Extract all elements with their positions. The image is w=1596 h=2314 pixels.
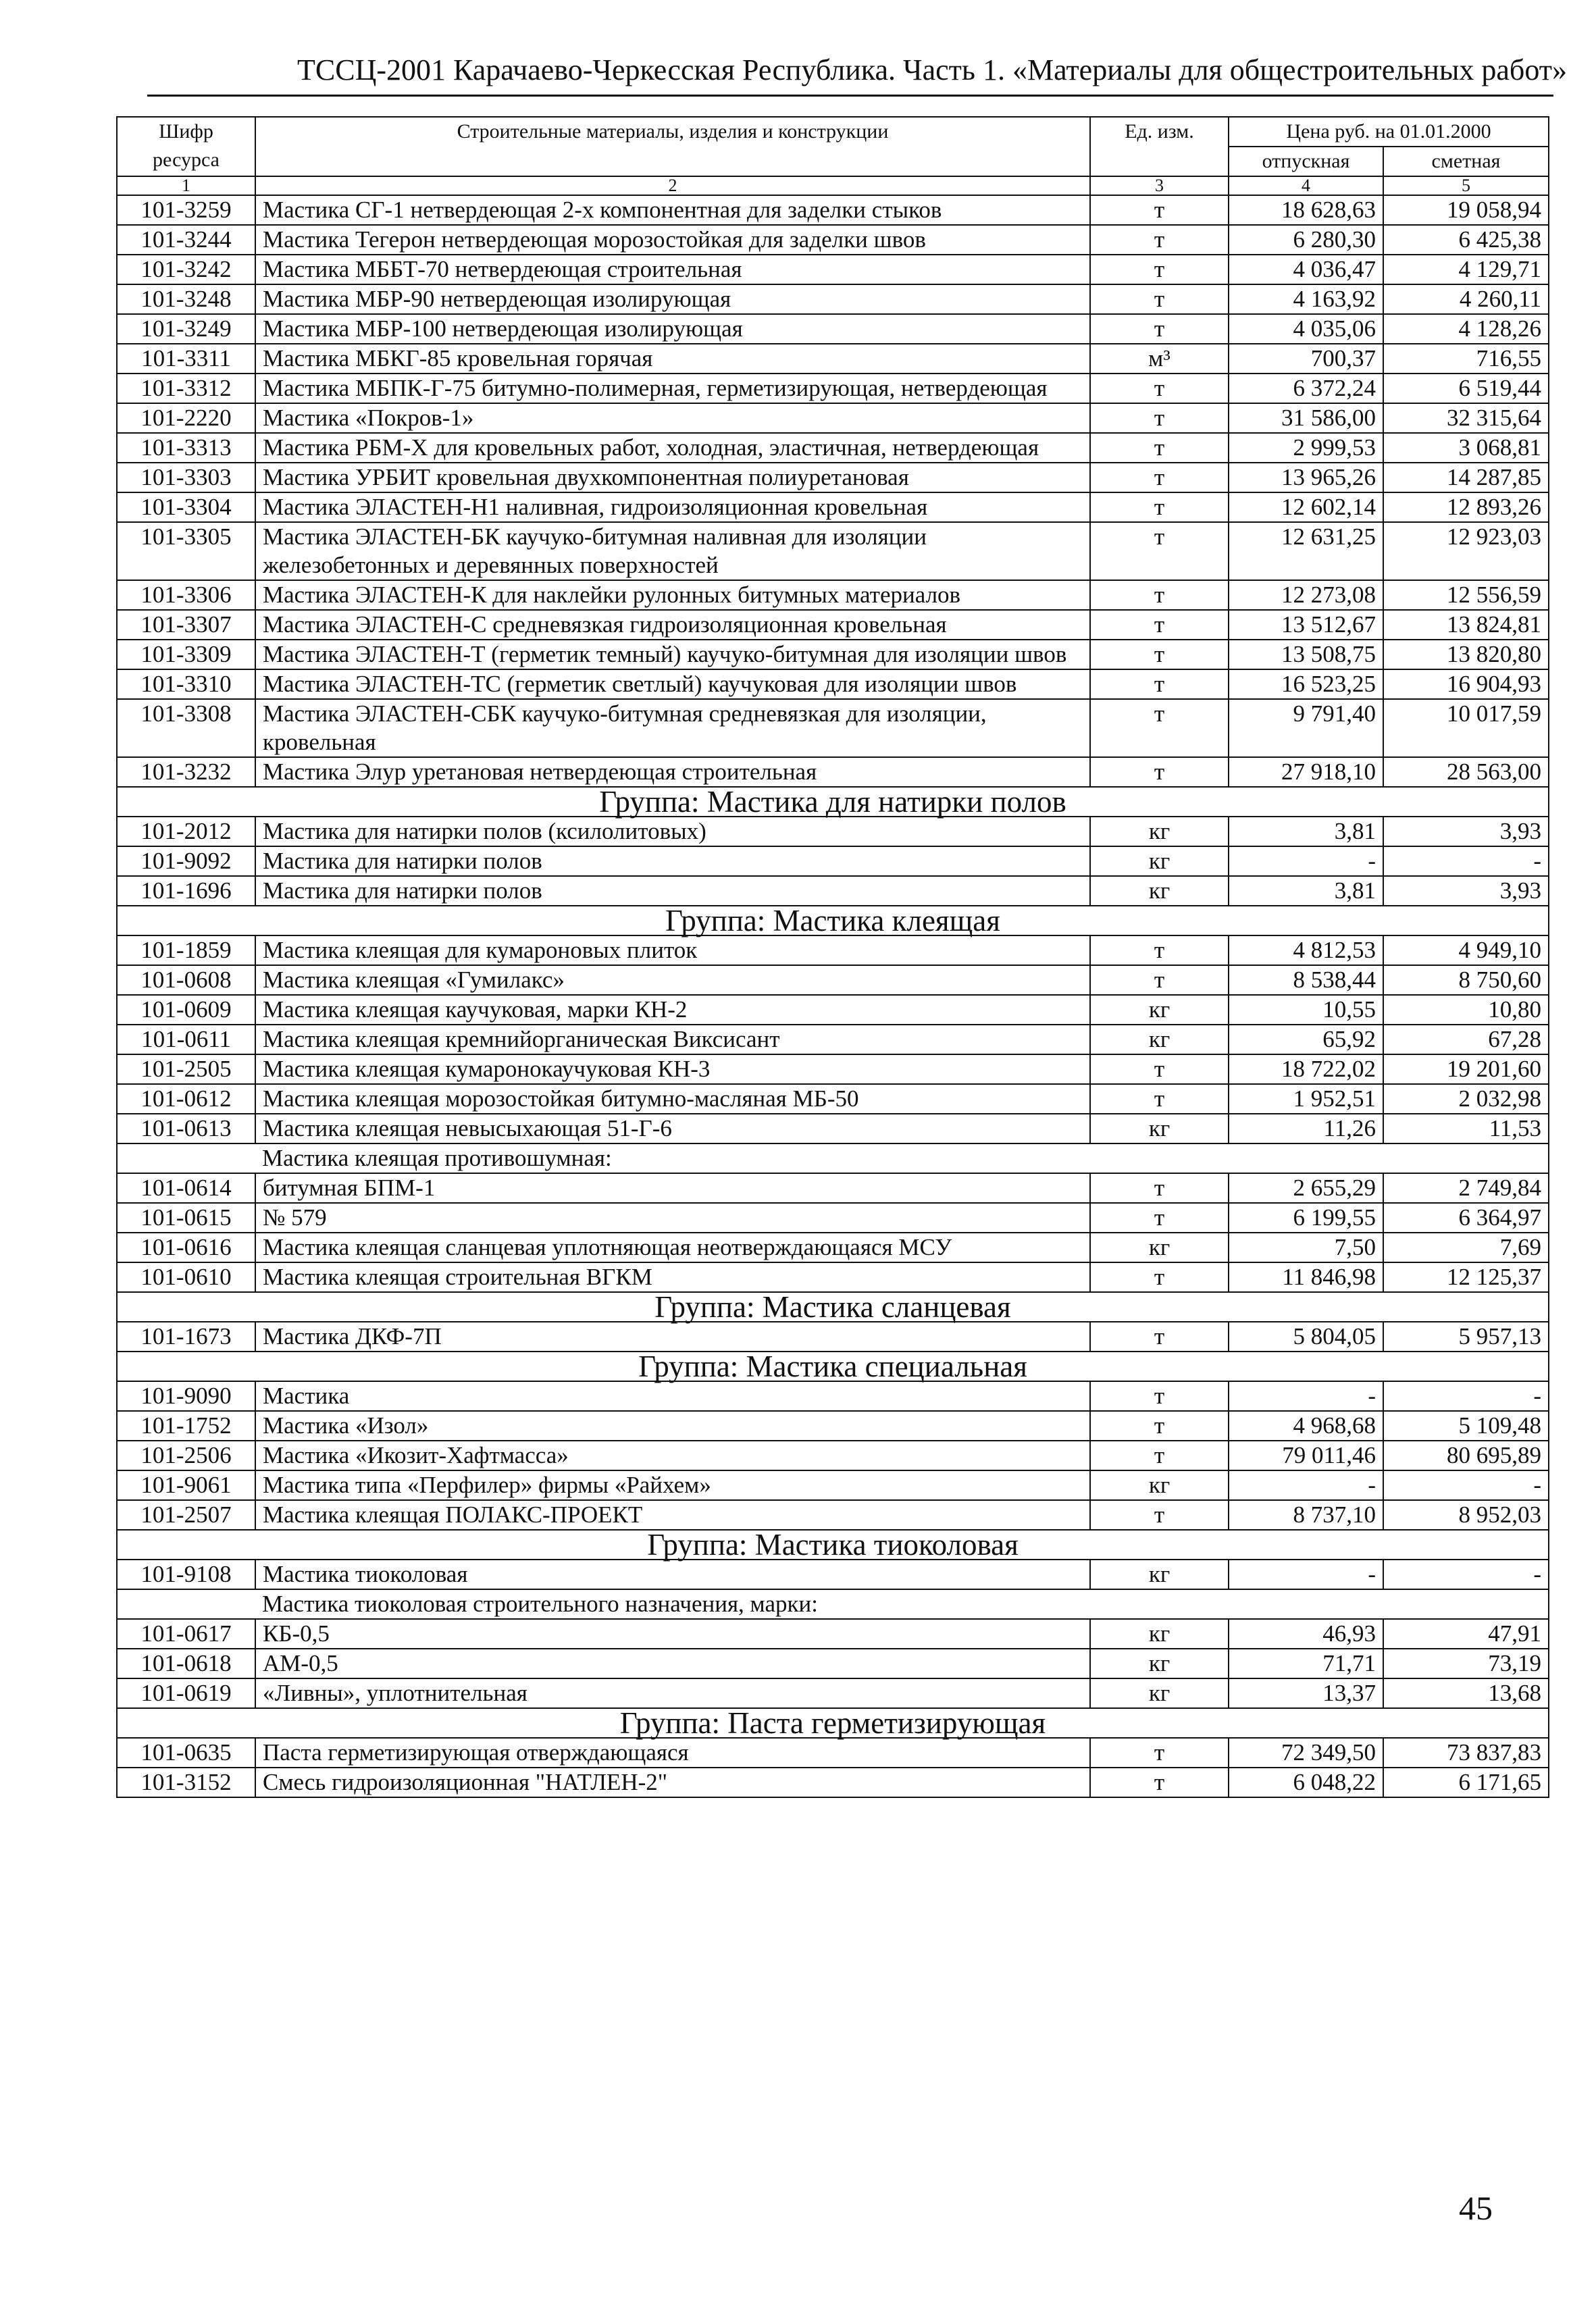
resource-code: 101-1859 — [117, 935, 255, 965]
resource-code: 101-3152 — [117, 1768, 255, 1797]
unit: т — [1090, 284, 1229, 314]
release-price: 4 035,06 — [1229, 314, 1383, 344]
group-heading: Группа: Мастика специальная — [117, 1352, 1549, 1381]
estimate-price: 13 824,81 — [1383, 610, 1549, 640]
material-name: Мастика клеящая невысыхающая 51-Г-6 — [255, 1114, 1090, 1143]
estimate-price: 67,28 — [1383, 1025, 1549, 1054]
unit: кг — [1090, 1678, 1229, 1708]
table-row — [117, 1262, 1549, 1292]
resource-code: 101-3242 — [117, 255, 255, 284]
resource-code: 101-3307 — [117, 610, 255, 640]
material-name: Мастика клеящая кремнийорганическая Виксисант — [255, 1025, 1090, 1054]
table-row — [117, 699, 1549, 757]
table-row — [117, 817, 1549, 846]
table-row — [117, 1203, 1549, 1233]
estimate-price: 6 364,97 — [1383, 1203, 1549, 1233]
column-number: 2 — [255, 176, 1090, 195]
release-price: 13,37 — [1229, 1678, 1383, 1708]
estimate-price: 6 425,38 — [1383, 225, 1549, 255]
estimate-price: 14 287,85 — [1383, 463, 1549, 492]
material-name: Мастика клеящая «Гумилакс» — [255, 965, 1090, 995]
estimate-price: 12 923,03 — [1383, 522, 1549, 580]
group-heading: Группа: Мастика клеящая — [117, 906, 1549, 935]
release-price: 11,26 — [1229, 1114, 1383, 1143]
release-price: 72 349,50 — [1229, 1738, 1383, 1768]
unit: кг — [1090, 995, 1229, 1025]
column-header-code: Шифр ресурса — [117, 117, 255, 176]
resource-code: 101-0612 — [117, 1084, 255, 1114]
unit: т — [1090, 1768, 1229, 1797]
release-price: 65,92 — [1229, 1025, 1383, 1054]
material-name: Мастика клеящая каучуковая, марки КН-2 — [255, 995, 1090, 1025]
unit: т — [1090, 699, 1229, 757]
table-body — [117, 195, 1549, 1797]
table-row — [117, 522, 1549, 580]
estimate-price: - — [1383, 846, 1549, 876]
unit: т — [1090, 374, 1229, 403]
table-row — [117, 1619, 1549, 1649]
release-price: 12 631,25 — [1229, 522, 1383, 580]
estimate-price: 16 904,93 — [1383, 669, 1549, 699]
column-number: 3 — [1090, 176, 1229, 195]
resource-code: 101-3304 — [117, 492, 255, 522]
estimate-price: 12 556,59 — [1383, 580, 1549, 610]
estimate-price: 73 837,83 — [1383, 1738, 1549, 1768]
estimate-price: 4 128,26 — [1383, 314, 1549, 344]
group-heading: Группа: Мастика тиоколовая — [117, 1530, 1549, 1560]
material-name: Мастика СГ-1 нетвердеющая 2-х компонентная для заделки стыков — [255, 195, 1090, 225]
release-price: 5 804,05 — [1229, 1322, 1383, 1352]
unit: т — [1090, 1441, 1229, 1470]
unit: кг — [1090, 1470, 1229, 1500]
column-number: 1 — [117, 176, 255, 195]
estimate-price: 47,91 — [1383, 1619, 1549, 1649]
table-row — [117, 433, 1549, 463]
table-row — [117, 846, 1549, 876]
material-name: Мастика клеящая сланцевая уплотняющая неотверждающаяся МСУ — [255, 1233, 1090, 1262]
material-name: Мастика для натирки полов — [255, 846, 1090, 876]
estimate-price: 2 749,84 — [1383, 1173, 1549, 1203]
table-row — [117, 492, 1549, 522]
release-price: 18 628,63 — [1229, 195, 1383, 225]
material-name: Мастика МББТ-70 нетвердеющая строительная — [255, 255, 1090, 284]
release-price: 13 965,26 — [1229, 463, 1383, 492]
page-header: ТССЦ-2001 Карачаево-Черкесская Республика. Часть 1. «Материалы для общестроительных работ» — [297, 53, 1567, 86]
column-header-price: Цена руб. на 01.01.2000 — [1229, 117, 1549, 147]
material-name: Мастика типа «Перфилер» фирмы «Райхем» — [255, 1470, 1090, 1500]
unit: кг — [1090, 1560, 1229, 1589]
price-table — [116, 116, 1549, 1798]
resource-code: 101-2507 — [117, 1500, 255, 1530]
table-row — [117, 255, 1549, 284]
release-price: 4 812,53 — [1229, 935, 1383, 965]
table-row — [117, 640, 1549, 669]
unit: т — [1090, 757, 1229, 787]
unit: т — [1090, 1411, 1229, 1441]
resource-code: 101-3244 — [117, 225, 255, 255]
unit: м³ — [1090, 344, 1229, 374]
table-row — [117, 1411, 1549, 1441]
unit: кг — [1090, 1619, 1229, 1649]
group-heading-row — [117, 1292, 1549, 1322]
unit: кг — [1090, 846, 1229, 876]
group-heading-row — [117, 906, 1549, 935]
table-row — [117, 876, 1549, 906]
material-name: Паста герметизирующая отверждающаяся — [255, 1738, 1090, 1768]
estimate-price: 4 949,10 — [1383, 935, 1549, 965]
table-row — [117, 284, 1549, 314]
subheading-text: Мастика тиоколовая строительного назначения, марки: — [255, 1589, 1549, 1619]
resource-code: 101-3309 — [117, 640, 255, 669]
release-price: 12 602,14 — [1229, 492, 1383, 522]
release-price: 6 372,24 — [1229, 374, 1383, 403]
table-row — [117, 1381, 1549, 1411]
page-number: 45 — [1459, 2189, 1493, 2227]
unit: кг — [1090, 876, 1229, 906]
resource-code: 101-0609 — [117, 995, 255, 1025]
resource-code: 101-0635 — [117, 1738, 255, 1768]
release-price: 8 538,44 — [1229, 965, 1383, 995]
estimate-price: 11,53 — [1383, 1114, 1549, 1143]
resource-code: 101-0614 — [117, 1173, 255, 1203]
group-heading-row — [117, 1708, 1549, 1738]
subheading-row — [117, 1589, 1549, 1619]
table-row — [117, 1054, 1549, 1084]
table-row — [117, 344, 1549, 374]
resource-code: 101-3311 — [117, 344, 255, 374]
estimate-price: 12 893,26 — [1383, 492, 1549, 522]
table-row — [117, 374, 1549, 403]
material-name: Мастика «Изол» — [255, 1411, 1090, 1441]
material-name: Мастика ЭЛАСТЕН-БК каучуко-битумная наливная для изоляции железобетонных и деревянных поверхностей — [255, 522, 1090, 580]
column-number: 5 — [1383, 176, 1549, 195]
material-name: Смесь гидроизоляционная "НАТЛЕН-2" — [255, 1768, 1090, 1797]
release-price: 4 036,47 — [1229, 255, 1383, 284]
estimate-price: 8 952,03 — [1383, 1500, 1549, 1530]
material-name: Мастика МБР-100 нетвердеющая изолирующая — [255, 314, 1090, 344]
release-price: 12 273,08 — [1229, 580, 1383, 610]
material-name: АМ-0,5 — [255, 1649, 1090, 1678]
estimate-price: 7,69 — [1383, 1233, 1549, 1262]
unit: кг — [1090, 1025, 1229, 1054]
material-name: Мастика ЭЛАСТЕН-К для наклейки рулонных битумных материалов — [255, 580, 1090, 610]
resource-code: 101-3303 — [117, 463, 255, 492]
table-row — [117, 935, 1549, 965]
resource-code: 101-2506 — [117, 1441, 255, 1470]
estimate-price: 5 109,48 — [1383, 1411, 1549, 1441]
release-price: 13 508,75 — [1229, 640, 1383, 669]
table-row — [117, 580, 1549, 610]
material-name: Мастика Элур уретановая нетвердеющая строительная — [255, 757, 1090, 787]
column-header-name: Строительные материалы, изделия и конструкции — [255, 117, 1090, 176]
unit: т — [1090, 1381, 1229, 1411]
table-row — [117, 1500, 1549, 1530]
resource-code: 101-1752 — [117, 1411, 255, 1441]
material-name: Мастика МБПК-Г-75 битумно-полимерная, герметизирующая, нетвердеющая — [255, 374, 1090, 403]
resource-code: 101-1696 — [117, 876, 255, 906]
material-name: Мастика клеящая кумаронокаучуковая КН-3 — [255, 1054, 1090, 1084]
unit: т — [1090, 1203, 1229, 1233]
column-header-estimate: сметная — [1383, 147, 1549, 176]
material-name: Мастика клеящая ПОЛАКС-ПРОЕКТ — [255, 1500, 1090, 1530]
table-row — [117, 1084, 1549, 1114]
release-price: 4 968,68 — [1229, 1411, 1383, 1441]
estimate-price: 6 519,44 — [1383, 374, 1549, 403]
estimate-price: 4 129,71 — [1383, 255, 1549, 284]
column-header-release: отпускная — [1229, 147, 1383, 176]
resource-code: 101-3305 — [117, 522, 255, 580]
estimate-price: - — [1383, 1470, 1549, 1500]
estimate-price: 73,19 — [1383, 1649, 1549, 1678]
estimate-price: 80 695,89 — [1383, 1441, 1549, 1470]
table-row — [117, 225, 1549, 255]
unit: т — [1090, 1322, 1229, 1352]
unit: т — [1090, 965, 1229, 995]
estimate-price: 19 201,60 — [1383, 1054, 1549, 1084]
subheading-row — [117, 1143, 1549, 1173]
estimate-price: - — [1383, 1560, 1549, 1589]
resource-code: 101-0615 — [117, 1203, 255, 1233]
release-price: 71,71 — [1229, 1649, 1383, 1678]
resource-code: 101-9092 — [117, 846, 255, 876]
resource-code: 101-2220 — [117, 403, 255, 433]
release-price: 6 048,22 — [1229, 1768, 1383, 1797]
estimate-price: 3 068,81 — [1383, 433, 1549, 463]
table-row — [117, 1173, 1549, 1203]
estimate-price: 32 315,64 — [1383, 403, 1549, 433]
resource-code — [117, 1589, 255, 1619]
table-row — [117, 610, 1549, 640]
material-name: Мастика ЭЛАСТЕН-СБК каучуко-битумная средневязкая для изоляции, кровельная — [255, 699, 1090, 757]
release-price: 8 737,10 — [1229, 1500, 1383, 1530]
table-row — [117, 1441, 1549, 1470]
material-name: Мастика для натирки полов — [255, 876, 1090, 906]
group-heading: Группа: Мастика для натирки полов — [117, 787, 1549, 817]
material-name: Мастика МБР-90 нетвердеющая изолирующая — [255, 284, 1090, 314]
estimate-price: 5 957,13 — [1383, 1322, 1549, 1352]
material-name: битумная БПМ-1 — [255, 1173, 1090, 1203]
resource-code: 101-3249 — [117, 314, 255, 344]
resource-code: 101-2505 — [117, 1054, 255, 1084]
resource-code: 101-0613 — [117, 1114, 255, 1143]
resource-code: 101-3313 — [117, 433, 255, 463]
material-name: Мастика РБМ-Х для кровельных работ, холодная, эластичная, нетвердеющая — [255, 433, 1090, 463]
unit: т — [1090, 433, 1229, 463]
resource-code: 101-3312 — [117, 374, 255, 403]
material-name: Мастика тиоколовая — [255, 1560, 1090, 1589]
release-price: 18 722,02 — [1229, 1054, 1383, 1084]
unit: т — [1090, 669, 1229, 699]
estimate-price: - — [1383, 1381, 1549, 1411]
resource-code: 101-1673 — [117, 1322, 255, 1352]
unit: кг — [1090, 1114, 1229, 1143]
material-name: Мастика для натирки полов (ксилолитовых) — [255, 817, 1090, 846]
unit: т — [1090, 403, 1229, 433]
unit: т — [1090, 1738, 1229, 1768]
unit: т — [1090, 1173, 1229, 1203]
resource-code: 101-3248 — [117, 284, 255, 314]
column-number-row — [117, 176, 1549, 195]
group-heading-row — [117, 1530, 1549, 1560]
material-name: Мастика «Покров-1» — [255, 403, 1090, 433]
material-name: Мастика ДКФ-7П — [255, 1322, 1090, 1352]
unit: т — [1090, 522, 1229, 580]
release-price: 7,50 — [1229, 1233, 1383, 1262]
resource-code: 101-0617 — [117, 1619, 255, 1649]
release-price: 16 523,25 — [1229, 669, 1383, 699]
material-name: Мастика «Икозит-Хафтмасса» — [255, 1441, 1090, 1470]
table-row — [117, 195, 1549, 225]
table-row — [117, 403, 1549, 433]
release-price: 31 586,00 — [1229, 403, 1383, 433]
resource-code: 101-9061 — [117, 1470, 255, 1500]
table-row — [117, 1322, 1549, 1352]
material-name: Мастика ЭЛАСТЕН-Н1 наливная, гидроизоляционная кровельная — [255, 492, 1090, 522]
material-name: Мастика МБКГ-85 кровельная горячая — [255, 344, 1090, 374]
unit: кг — [1090, 817, 1229, 846]
release-price: 79 011,46 — [1229, 1441, 1383, 1470]
material-name: Мастика ЭЛАСТЕН-Т (герметик темный) каучуко-битумная для изоляции швов — [255, 640, 1090, 669]
unit: т — [1090, 580, 1229, 610]
material-name: Мастика клеящая для кумароновых плиток — [255, 935, 1090, 965]
release-price: 3,81 — [1229, 876, 1383, 906]
estimate-price: 3,93 — [1383, 876, 1549, 906]
material-name: Мастика ЭЛАСТЕН-С средневязкая гидроизоляционная кровельная — [255, 610, 1090, 640]
table-row — [117, 757, 1549, 787]
estimate-price: 12 125,37 — [1383, 1262, 1549, 1292]
release-price: 9 791,40 — [1229, 699, 1383, 757]
material-name: Мастика Тегерон нетвердеющая морозостойкая для заделки швов — [255, 225, 1090, 255]
table-row — [117, 463, 1549, 492]
group-heading-row — [117, 787, 1549, 817]
unit: т — [1090, 314, 1229, 344]
group-heading-row — [117, 1352, 1549, 1381]
table-row — [117, 1738, 1549, 1768]
estimate-price: 3,93 — [1383, 817, 1549, 846]
release-price: - — [1229, 1560, 1383, 1589]
estimate-price: 4 260,11 — [1383, 284, 1549, 314]
material-name: Мастика клеящая строительная ВГКМ — [255, 1262, 1090, 1292]
release-price: 1 952,51 — [1229, 1084, 1383, 1114]
release-price: 46,93 — [1229, 1619, 1383, 1649]
resource-code: 101-3259 — [117, 195, 255, 225]
unit: т — [1090, 225, 1229, 255]
estimate-price: 10 017,59 — [1383, 699, 1549, 757]
resource-code: 101-9090 — [117, 1381, 255, 1411]
release-price: 700,37 — [1229, 344, 1383, 374]
material-name: Мастика клеящая морозостойкая битумно-масляная МБ-50 — [255, 1084, 1090, 1114]
release-price: 6 199,55 — [1229, 1203, 1383, 1233]
release-price: 6 280,30 — [1229, 225, 1383, 255]
material-name: № 579 — [255, 1203, 1090, 1233]
resource-code: 101-3306 — [117, 580, 255, 610]
resource-code: 101-0608 — [117, 965, 255, 995]
unit: т — [1090, 463, 1229, 492]
unit: т — [1090, 1054, 1229, 1084]
release-price: 11 846,98 — [1229, 1262, 1383, 1292]
estimate-price: 13 820,80 — [1383, 640, 1549, 669]
unit: т — [1090, 1262, 1229, 1292]
column-header-unit: Ед. изм. — [1090, 117, 1229, 176]
release-price: 27 918,10 — [1229, 757, 1383, 787]
estimate-price: 13,68 — [1383, 1678, 1549, 1708]
unit: т — [1090, 935, 1229, 965]
unit: т — [1090, 492, 1229, 522]
resource-code: 101-0618 — [117, 1649, 255, 1678]
table-row — [117, 1025, 1549, 1054]
release-price: 13 512,67 — [1229, 610, 1383, 640]
group-heading: Группа: Паста герметизирующая — [117, 1708, 1549, 1738]
release-price: - — [1229, 846, 1383, 876]
resource-code: 101-0611 — [117, 1025, 255, 1054]
release-price: 4 163,92 — [1229, 284, 1383, 314]
header-rule — [147, 95, 1553, 97]
subheading-text: Мастика клеящая противошумная: — [255, 1143, 1549, 1173]
release-price: 10,55 — [1229, 995, 1383, 1025]
resource-code: 101-0616 — [117, 1233, 255, 1262]
material-name: Мастика ЭЛАСТЕН-ТС (герметик светлый) каучуковая для изоляции швов — [255, 669, 1090, 699]
unit: т — [1090, 1500, 1229, 1530]
estimate-price: 716,55 — [1383, 344, 1549, 374]
resource-code: 101-0619 — [117, 1678, 255, 1708]
estimate-price: 28 563,00 — [1383, 757, 1549, 787]
table-row — [117, 1114, 1549, 1143]
column-number: 4 — [1229, 176, 1383, 195]
material-name: КБ-0,5 — [255, 1619, 1090, 1649]
table-row — [117, 1678, 1549, 1708]
table-row — [117, 669, 1549, 699]
unit: т — [1090, 255, 1229, 284]
resource-code: 101-2012 — [117, 817, 255, 846]
unit: кг — [1090, 1233, 1229, 1262]
material-name: «Ливны», уплотнительная — [255, 1678, 1090, 1708]
unit: т — [1090, 1084, 1229, 1114]
material-name: Мастика УРБИТ кровельная двухкомпонентная полиуретановая — [255, 463, 1090, 492]
table-row — [117, 965, 1549, 995]
table-row — [117, 1233, 1549, 1262]
estimate-price: 6 171,65 — [1383, 1768, 1549, 1797]
resource-code: 101-3308 — [117, 699, 255, 757]
unit: т — [1090, 610, 1229, 640]
unit: т — [1090, 640, 1229, 669]
unit: кг — [1090, 1649, 1229, 1678]
table-row — [117, 1649, 1549, 1678]
release-price: - — [1229, 1470, 1383, 1500]
estimate-price: 8 750,60 — [1383, 965, 1549, 995]
material-name: Мастика — [255, 1381, 1090, 1411]
release-price: 2 999,53 — [1229, 433, 1383, 463]
unit: т — [1090, 195, 1229, 225]
group-heading: Группа: Мастика сланцевая — [117, 1292, 1549, 1322]
estimate-price: 2 032,98 — [1383, 1084, 1549, 1114]
estimate-price: 10,80 — [1383, 995, 1549, 1025]
release-price: - — [1229, 1381, 1383, 1411]
table-row — [117, 995, 1549, 1025]
estimate-price: 19 058,94 — [1383, 195, 1549, 225]
resource-code: 101-3232 — [117, 757, 255, 787]
resource-code: 101-3310 — [117, 669, 255, 699]
release-price: 2 655,29 — [1229, 1173, 1383, 1203]
resource-code: 101-0610 — [117, 1262, 255, 1292]
table-row — [117, 1560, 1549, 1589]
table-row — [117, 1768, 1549, 1797]
table-row — [117, 314, 1549, 344]
release-price: 3,81 — [1229, 817, 1383, 846]
resource-code: 101-9108 — [117, 1560, 255, 1589]
table-row — [117, 1470, 1549, 1500]
resource-code — [117, 1143, 255, 1173]
